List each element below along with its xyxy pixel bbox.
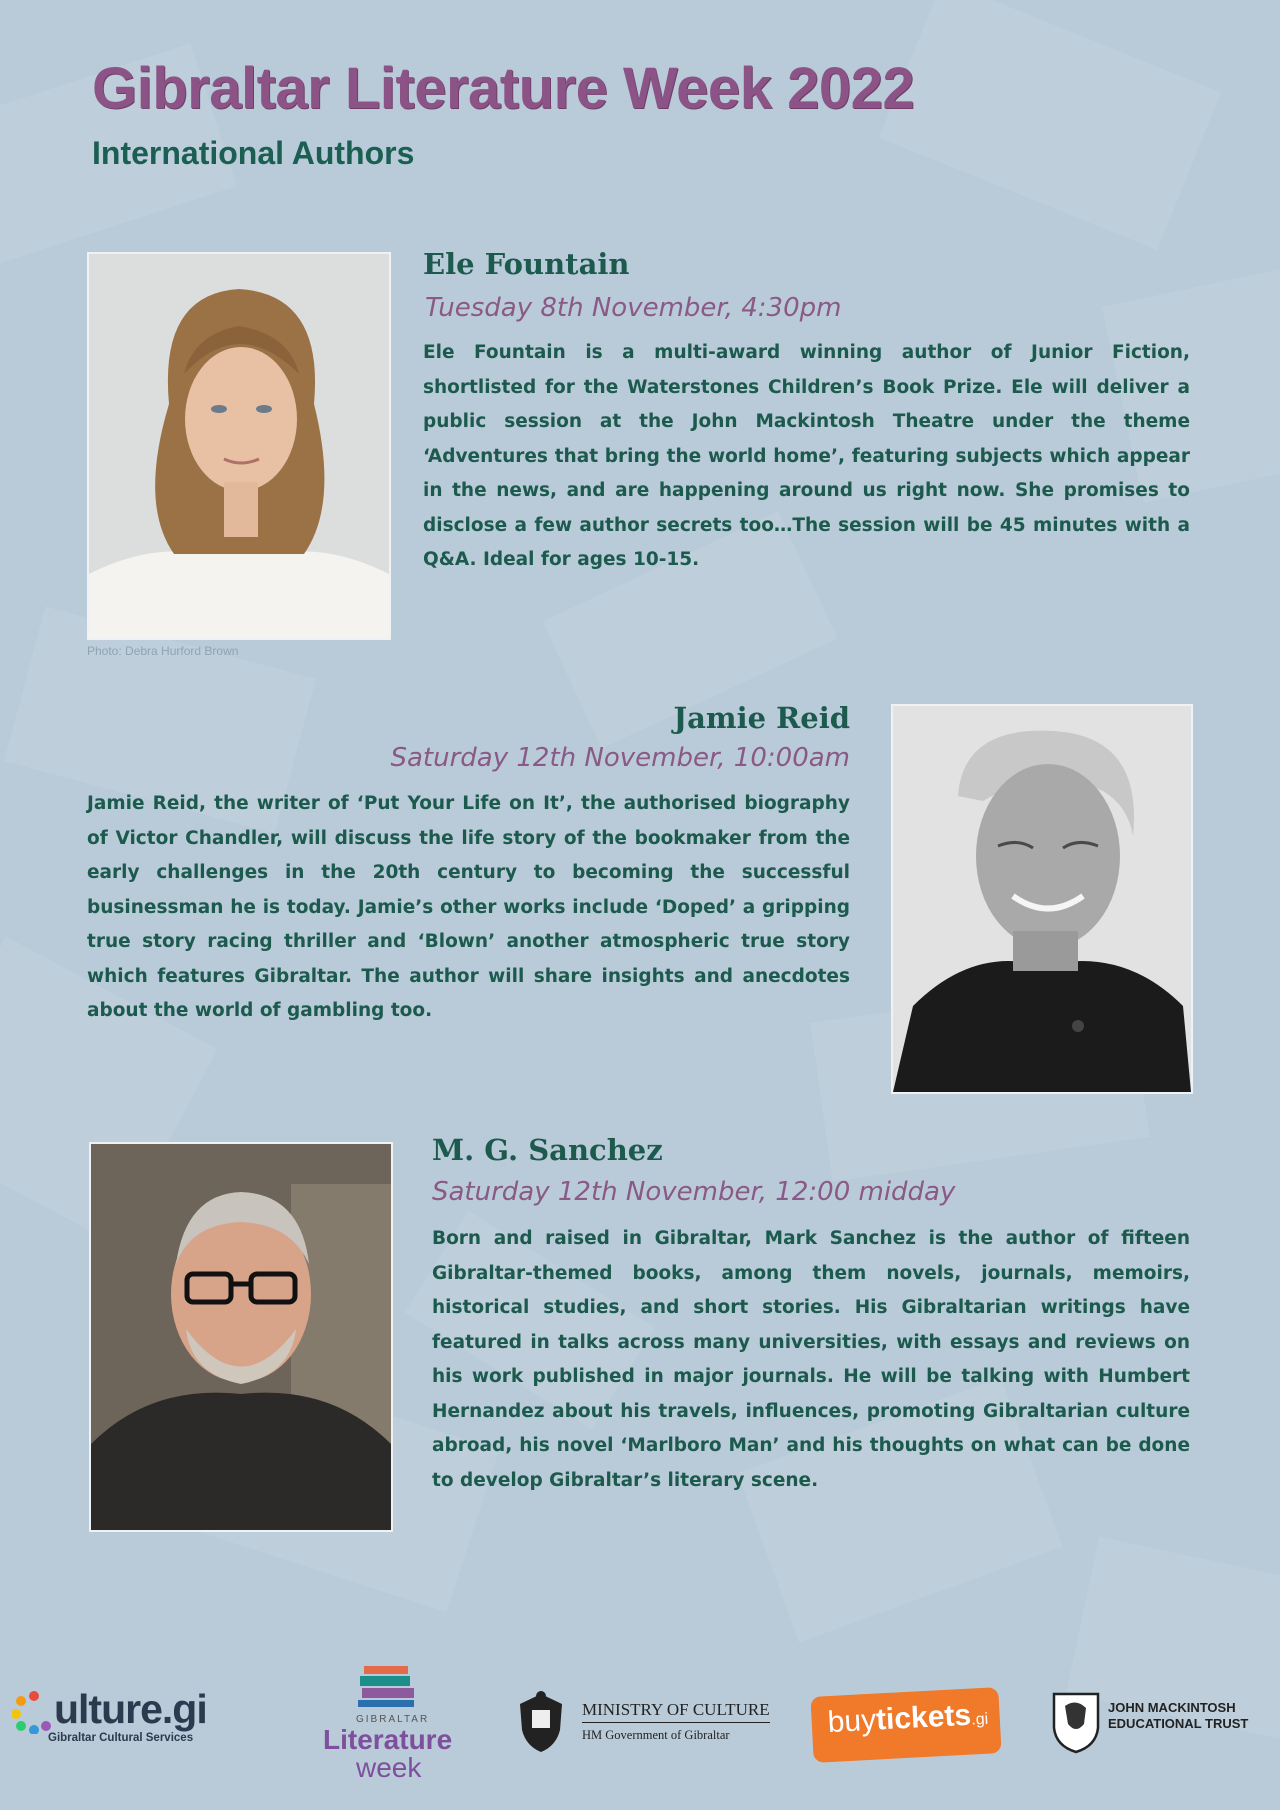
- books-stack-icon: [358, 1664, 418, 1708]
- author-name-jamie-reid: Jamie Reid: [673, 701, 850, 735]
- author-name-mg-sanchez: M. G. Sanchez: [432, 1133, 663, 1167]
- ministry-of-culture-logo[interactable]: MINISTRY OF CULTURE HM Government of Gibraltar: [512, 1690, 782, 1760]
- author-bio-ele-fountain: Ele Fountain is a multi-award winning author of Junior Fiction, shortlisted for the Waterstones Children’s Book Prize. Ele will deliver a public session at the John Mackintosh Theatre under the theme ‘Adventures that bring the world home’, featuring subjects which appear in the news, and are happening around us right now. She promises to disclose a few author secrets too…The session will be 45 minutes with a Q&A. Ideal for ages 10-15.: [423, 342, 1190, 570]
- author-photo-mg-sanchez: [89, 1142, 393, 1532]
- author-bio-mg-sanchez: Born and raised in Gibraltar, Mark Sanchez is the author of fifteen Gibraltar-themed books, among them novels, journals, memoirs, historical studies, and short stories. His Gibraltarian writings have featured in talks across many universities, with essays and reviews on his work published in major journals. He will be talking with Humbert Hernandez about his travels, influences, promoting Gibraltarian culture abroad, his novel ‘Marlboro Man’ and his thoughts on what can be done to develop Gibraltar’s literary scene.: [432, 1228, 1190, 1491]
- sponsor-logos: [0, 1650, 1280, 1800]
- author-name-ele-fountain: Ele Fountain: [423, 247, 630, 281]
- page-subtitle: International Authors: [92, 135, 415, 171]
- photo-credit: Photo: Debra Hurford Brown: [87, 644, 239, 658]
- event-date-jamie-reid: Saturday 12th November, 10:00am: [390, 743, 850, 773]
- culture-gi-logo[interactable]: ulture.gi Gibraltar Cultural Services: [12, 1688, 252, 1748]
- john-mackintosh-trust-logo[interactable]: JOHN MACKINTOSH EDUCATIONAL TRUST: [1050, 1690, 1280, 1760]
- author-bio-jamie-reid: Jamie Reid, the writer of ‘Put Your Life on It’, the authorised biography of Victor Chandler, will discuss the life story of the bookmaker from the early challenges in the 20th century to becoming the successful businessman he is today. Jamie’s other works include ‘Doped’ a gripping true story racing thriller and ‘Blown’ another atmospheric true story which features Gibraltar. The author will share insights and anecdotes about the world of gambling too.: [87, 793, 850, 1021]
- heraldic-crest-icon: [1050, 1690, 1102, 1754]
- coat-of-arms-icon: [512, 1690, 570, 1756]
- literature-week-logo[interactable]: GIBRALTAR Literature week: [318, 1658, 478, 1798]
- event-date-ele-fountain: Tuesday 8th November, 4:30pm: [425, 293, 842, 323]
- event-date-mg-sanchez: Saturday 12th November, 12:00 midday: [432, 1177, 956, 1207]
- buytickets-logo[interactable]: buytickets.gi: [810, 1687, 1001, 1763]
- culture-c-icon: [12, 1690, 56, 1734]
- page-title: Gibraltar Literature Week 2022: [92, 56, 915, 121]
- author-photo-ele-fountain: [87, 252, 391, 640]
- author-photo-jamie-reid: [891, 704, 1193, 1094]
